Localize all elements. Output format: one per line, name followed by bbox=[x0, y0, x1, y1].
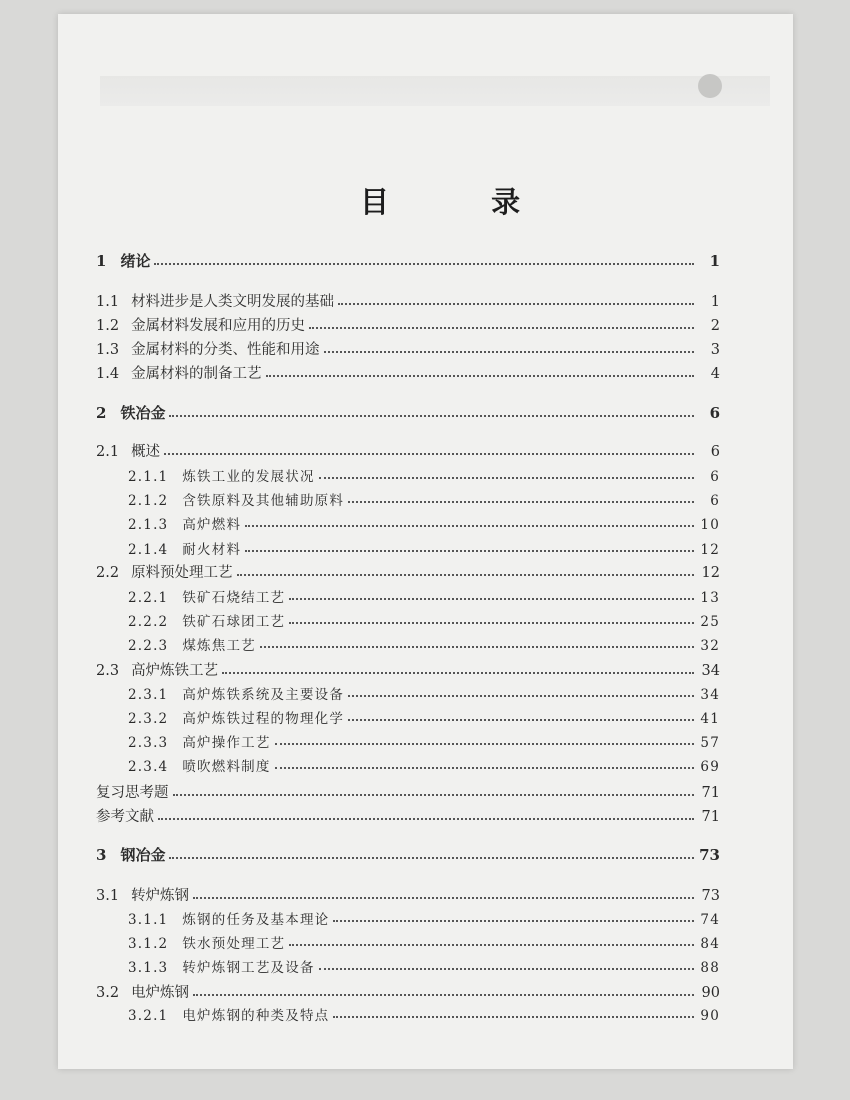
toc-entry-number: 3 bbox=[96, 846, 107, 864]
toc-entry-page: 32 bbox=[700, 638, 720, 654]
toc-leader-dots bbox=[193, 897, 694, 899]
toc-entry-page: 2 bbox=[710, 318, 720, 334]
toc-entry-page: 34 bbox=[701, 663, 720, 679]
toc-entry[interactable] bbox=[128, 932, 720, 952]
toc-entry[interactable] bbox=[128, 465, 720, 485]
toc-entry-label: 煤炼焦工艺 bbox=[182, 638, 256, 654]
toc-entry-number: 3.1 bbox=[96, 888, 120, 904]
toc-entry-number: 2.2.2 bbox=[128, 614, 169, 630]
toc-entry-number: 2.3.4 bbox=[128, 759, 169, 775]
toc-entry-page: 73 bbox=[701, 888, 720, 904]
toc-entry-page: 71 bbox=[701, 809, 720, 825]
toc-entry-page: 90 bbox=[701, 985, 720, 1001]
toc-entry-number: 3.1.2 bbox=[128, 936, 169, 952]
toc-entry-label: 转炉炼钢 bbox=[131, 888, 190, 904]
toc-entry-page: 41 bbox=[700, 711, 720, 727]
toc-leader-dots bbox=[158, 818, 694, 820]
toc-entry-label: 含铁原料及其他辅助原料 bbox=[182, 493, 345, 509]
toc-entry[interactable] bbox=[96, 290, 720, 311]
toc-entry-label: 高炉炼铁系统及主要设备 bbox=[182, 687, 345, 703]
toc-entry-label: 高炉炼铁工艺 bbox=[131, 663, 219, 679]
toc-entry[interactable] bbox=[96, 805, 720, 826]
toc-entry[interactable] bbox=[128, 610, 720, 630]
toc-leader-dots bbox=[319, 477, 694, 479]
toc-entry-label: 炼铁工业的发展状况 bbox=[182, 469, 315, 485]
toc-entry-page: 88 bbox=[700, 960, 720, 976]
toc-entry[interactable] bbox=[128, 956, 720, 976]
toc-entry-number: 2 bbox=[96, 404, 107, 422]
toc-entry[interactable] bbox=[128, 1004, 720, 1024]
toc-entry-page: 34 bbox=[700, 687, 720, 703]
toc-entry[interactable] bbox=[96, 781, 720, 802]
toc-entry-number: 2.3.2 bbox=[128, 711, 169, 727]
toc-entry-label: 高炉操作工艺 bbox=[182, 735, 271, 751]
toc-entry-label: 铁水预处理工艺 bbox=[182, 936, 286, 952]
toc-entry-page: 69 bbox=[700, 759, 720, 775]
toc-leader-dots bbox=[169, 857, 694, 859]
toc-leader-dots bbox=[324, 351, 694, 353]
toc-entry[interactable] bbox=[128, 513, 720, 533]
toc-leader-dots bbox=[348, 695, 694, 697]
toc-entry-number: 2.3.3 bbox=[128, 735, 169, 751]
toc-entry-number: 2.3.1 bbox=[128, 687, 169, 703]
toc-entry-page: 6 bbox=[710, 469, 720, 485]
toc-entry-page: 10 bbox=[700, 517, 720, 533]
toc-entry-label: 金属材料的分类、性能和用途 bbox=[131, 342, 320, 358]
toc-entry-page: 57 bbox=[700, 735, 720, 751]
toc-entry[interactable] bbox=[96, 250, 720, 271]
toc-entry-page: 3 bbox=[710, 342, 720, 358]
toc-entry-number: 3.1.3 bbox=[128, 960, 169, 976]
toc-entry[interactable] bbox=[128, 908, 720, 928]
toc-entry-page: 25 bbox=[700, 614, 720, 630]
toc-leader-dots bbox=[245, 525, 694, 527]
toc-entry[interactable] bbox=[128, 683, 720, 703]
toc-entry-label: 参考文献 bbox=[96, 809, 154, 825]
toc-entry[interactable] bbox=[96, 844, 720, 865]
toc-entry[interactable] bbox=[96, 659, 720, 680]
toc-entry-page: 1 bbox=[710, 294, 720, 310]
toc-entry[interactable] bbox=[96, 561, 720, 582]
toc-entry-label: 原料预处理工艺 bbox=[131, 565, 233, 581]
toc-entry[interactable] bbox=[128, 538, 720, 558]
toc-entry-label: 炼钢的任务及基本理论 bbox=[182, 912, 330, 928]
toc-leader-dots bbox=[169, 415, 694, 417]
toc-entry-page: 12 bbox=[701, 565, 720, 581]
toc-entry-label: 铁矿石烧结工艺 bbox=[182, 590, 286, 606]
toc-entry[interactable] bbox=[96, 884, 720, 905]
toc-entry[interactable] bbox=[96, 440, 720, 461]
toc-entry[interactable] bbox=[96, 402, 720, 423]
toc-entry-page: 6 bbox=[709, 404, 720, 422]
toc-entry-number: 2.2 bbox=[96, 565, 120, 581]
toc-entry-number: 2.1.4 bbox=[128, 542, 169, 558]
toc-entry-page: 73 bbox=[699, 846, 720, 864]
toc-leader-dots bbox=[222, 672, 694, 674]
toc-entry-page: 90 bbox=[700, 1008, 720, 1024]
toc-entry-number: 2.1 bbox=[96, 444, 120, 460]
toc-entry-number: 1.2 bbox=[96, 318, 120, 334]
toc-entry[interactable] bbox=[96, 362, 720, 383]
toc-leader-dots bbox=[289, 622, 694, 624]
toc-entry-page: 74 bbox=[700, 912, 720, 928]
toc-leader-dots bbox=[193, 994, 694, 996]
toc-entry-label: 铁冶金 bbox=[120, 404, 166, 422]
toc-entry-page: 13 bbox=[700, 590, 720, 606]
toc-leader-dots bbox=[348, 719, 694, 721]
toc-entry-number: 2.1.2 bbox=[128, 493, 169, 509]
toc-leader-dots bbox=[245, 550, 694, 552]
toc-entry-page: 4 bbox=[710, 366, 720, 382]
toc-entry[interactable] bbox=[128, 634, 720, 654]
toc-entry-number: 1.3 bbox=[96, 342, 120, 358]
toc-leader-dots bbox=[289, 944, 694, 946]
toc-entry-number: 1.4 bbox=[96, 366, 120, 382]
toc-entry-label: 铁矿石球团工艺 bbox=[182, 614, 286, 630]
toc-leader-dots bbox=[164, 453, 694, 455]
toc-entry-page: 84 bbox=[700, 936, 720, 952]
toc-entry-number: 1 bbox=[96, 252, 107, 270]
toc-entry-number: 2.1.1 bbox=[128, 469, 169, 485]
toc-leader-dots bbox=[154, 263, 694, 265]
toc-entry-label: 钢冶金 bbox=[120, 846, 166, 864]
toc-entry-number: 1.1 bbox=[96, 294, 120, 310]
toc-leader-dots bbox=[333, 920, 694, 922]
toc-entry[interactable] bbox=[96, 314, 720, 335]
toc-leader-dots bbox=[319, 968, 694, 970]
toc-entry-label: 喷吹燃料制度 bbox=[182, 759, 271, 775]
toc-entry-label: 材料进步是人类文明发展的基础 bbox=[131, 294, 335, 310]
toc-entry-page: 1 bbox=[709, 252, 720, 270]
toc-entry-label: 金属材料的制备工艺 bbox=[131, 366, 262, 382]
page-title: 目 录 bbox=[360, 185, 567, 219]
toc-entry-page: 6 bbox=[710, 444, 720, 460]
toc-leader-dots bbox=[275, 767, 694, 769]
toc-entry-label: 耐火材料 bbox=[182, 542, 242, 558]
toc-entry-label: 电炉炼钢 bbox=[131, 985, 190, 1001]
toc-entry-number: 2.2.1 bbox=[128, 590, 169, 606]
toc-entry[interactable] bbox=[128, 731, 720, 751]
toc-entry-label: 转炉炼钢工艺及设备 bbox=[182, 960, 315, 976]
toc-leader-dots bbox=[266, 375, 694, 377]
toc-leader-dots bbox=[173, 794, 695, 796]
toc-leader-dots bbox=[275, 743, 694, 745]
toc-leader-dots bbox=[260, 646, 694, 648]
toc-entry-page: 6 bbox=[710, 493, 720, 509]
toc-leader-dots bbox=[338, 303, 694, 305]
document-page bbox=[58, 14, 793, 1069]
toc-leader-dots bbox=[289, 598, 694, 600]
toc-leader-dots bbox=[237, 574, 694, 576]
table-of-contents bbox=[58, 14, 793, 1069]
toc-entry[interactable] bbox=[128, 586, 720, 606]
toc-entry-label: 绪论 bbox=[120, 252, 151, 270]
toc-entry-label: 复习思考题 bbox=[96, 785, 169, 801]
toc-entry[interactable] bbox=[128, 489, 720, 509]
toc-entry-number: 3.2 bbox=[96, 985, 120, 1001]
toc-entry[interactable] bbox=[128, 755, 720, 775]
toc-entry-label: 高炉燃料 bbox=[182, 517, 242, 533]
toc-leader-dots bbox=[333, 1016, 694, 1018]
toc-entry-number: 3.1.1 bbox=[128, 912, 169, 928]
toc-entry-label: 概述 bbox=[131, 444, 161, 460]
toc-entry-label: 金属材料发展和应用的历史 bbox=[131, 318, 306, 334]
toc-entry[interactable] bbox=[128, 707, 720, 727]
toc-leader-dots bbox=[309, 327, 694, 329]
toc-entry-page: 71 bbox=[701, 785, 720, 801]
toc-entry-number: 2.3 bbox=[96, 663, 120, 679]
toc-entry-number: 2.1.3 bbox=[128, 517, 169, 533]
toc-leader-dots bbox=[348, 501, 694, 503]
toc-entry[interactable] bbox=[96, 338, 720, 359]
toc-entry-label: 高炉炼铁过程的物理化学 bbox=[182, 711, 345, 727]
toc-entry-number: 3.2.1 bbox=[128, 1008, 169, 1024]
toc-entry[interactable] bbox=[96, 981, 720, 1002]
toc-entry-label: 电炉炼钢的种类及特点 bbox=[182, 1008, 330, 1024]
toc-entry-number: 2.2.3 bbox=[128, 638, 169, 654]
toc-entry-page: 12 bbox=[700, 542, 720, 558]
